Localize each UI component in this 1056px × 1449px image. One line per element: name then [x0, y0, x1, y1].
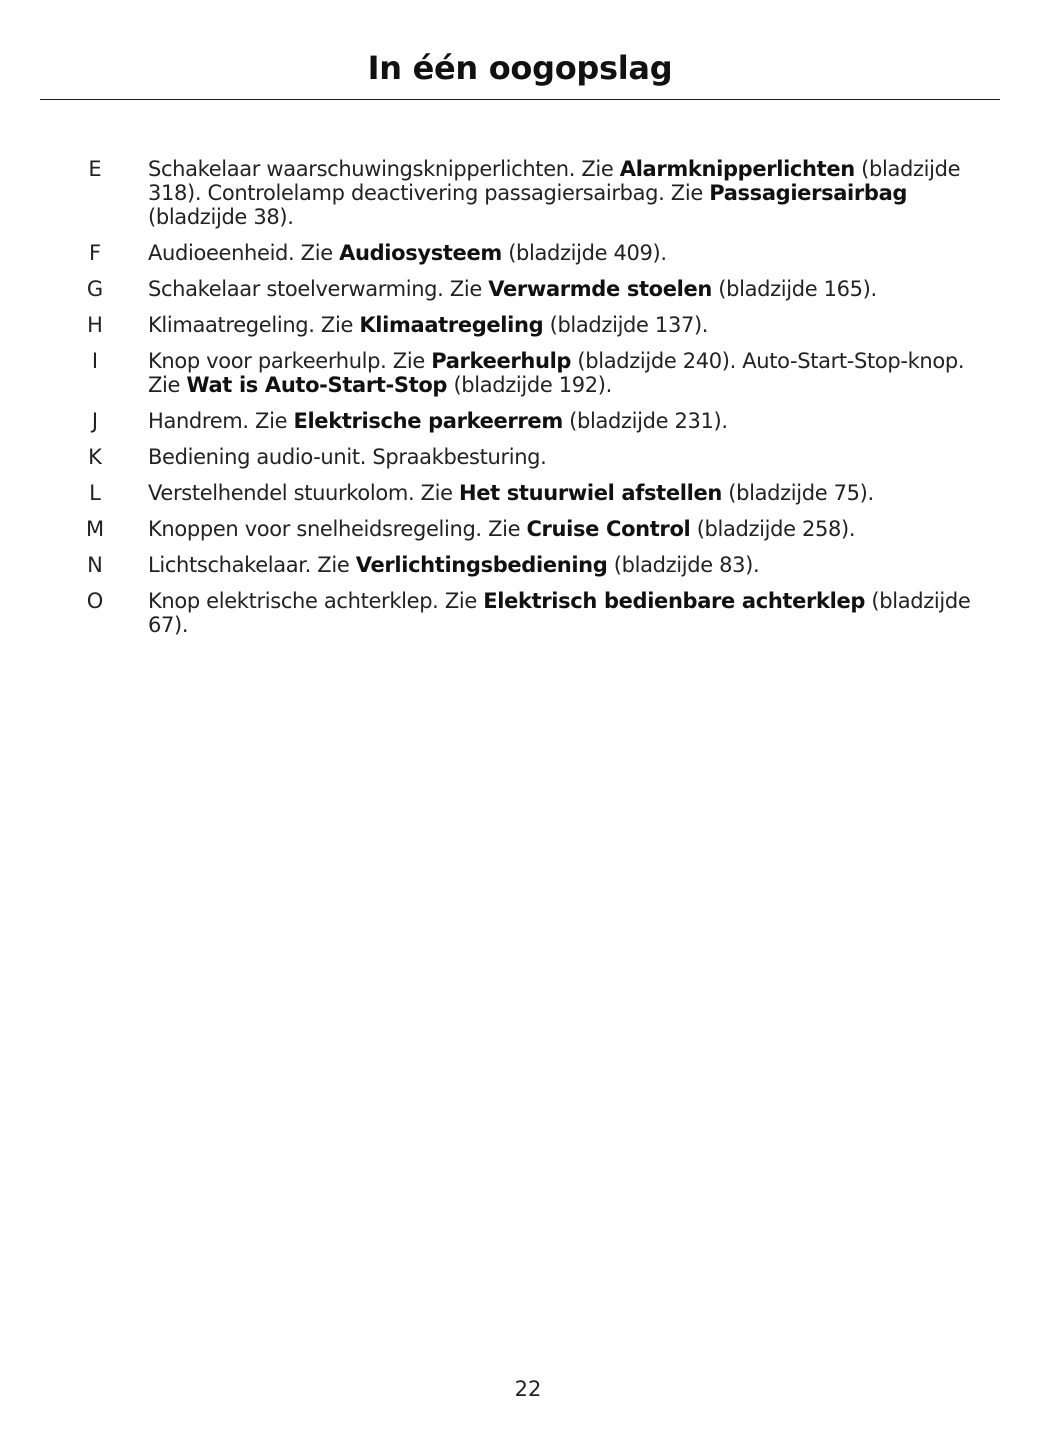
- item-description: Verstelhendel stuurkolom. Zie Het stuurwiel afstellen (bladzijde 75).: [148, 481, 874, 505]
- item-description: Handrem. Zie Elektrische parkeerrem (bladzijde 231).: [148, 409, 728, 433]
- item-letter: E: [88, 157, 102, 181]
- item-description: Knop voor parkeerhulp. Zie Parkeerhulp (bladzijde 240). Auto-Start-Stop-knop. Zie Wat is Auto-Start-Stop (bladzijde 192).: [148, 349, 965, 397]
- list-item: [40, 445, 1000, 469]
- item-description: Bediening audio-unit. Spraakbesturing.: [148, 445, 547, 469]
- list-item: [40, 589, 1000, 637]
- item-description: Klimaatregeling. Zie Klimaatregeling (bladzijde 137).: [148, 313, 709, 337]
- item-letter: F: [88, 241, 102, 265]
- item-letter: G: [86, 277, 104, 301]
- cross-reference-link[interactable]: Verwarmde stoelen: [488, 277, 712, 301]
- item-letter: M: [85, 517, 105, 541]
- item-letter: J: [91, 409, 99, 433]
- legend-list: [40, 157, 1000, 649]
- list-item: [40, 241, 1000, 265]
- cross-reference-link[interactable]: Cruise Control: [526, 517, 691, 541]
- item-description: Knoppen voor snelheidsregeling. Zie Cruise Control (bladzijde 258).: [148, 517, 856, 541]
- cross-reference-link[interactable]: Het stuurwiel afstellen: [459, 481, 722, 505]
- item-letter: I: [91, 349, 99, 373]
- cross-reference-link[interactable]: Elektrisch bedienbare achterklep: [483, 589, 866, 613]
- list-item: [40, 277, 1000, 301]
- cross-reference-link[interactable]: Verlichtingsbediening: [355, 553, 608, 577]
- list-item: [40, 553, 1000, 577]
- list-item: [40, 517, 1000, 541]
- item-description: Schakelaar stoelverwarming. Zie Verwarmde stoelen (bladzijde 165).: [148, 277, 877, 301]
- item-letter: N: [87, 553, 103, 577]
- list-item: [40, 409, 1000, 433]
- item-description: Knop elektrische achterklep. Zie Elektrisch bedienbare achterklep (bladzijde 67).: [148, 589, 971, 637]
- item-description: Schakelaar waarschuwingsknipperlichten. Zie Alarmknipperlichten (bladzijde 318). Controlelamp deactivering passagiersairbag. Zie Passagiersairbag (bladzijde 38).: [148, 157, 961, 229]
- item-letter: K: [88, 445, 102, 469]
- title-divider: [40, 99, 1000, 100]
- item-description: Lichtschakelaar. Zie Verlichtingsbediening (bladzijde 83).: [148, 553, 760, 577]
- list-item: [40, 349, 1000, 397]
- list-item: [40, 481, 1000, 505]
- list-item: [40, 157, 1000, 229]
- page-title: In één oogopslag: [367, 49, 673, 87]
- cross-reference-link[interactable]: Parkeerhulp: [431, 349, 572, 373]
- page-number: 22: [514, 1377, 542, 1401]
- list-item: [40, 313, 1000, 337]
- cross-reference-link[interactable]: Klimaatregeling: [359, 313, 544, 337]
- cross-reference-link[interactable]: Audiosysteem: [339, 241, 502, 265]
- item-letter: H: [87, 313, 103, 337]
- cross-reference-link[interactable]: Wat is Auto-Start-Stop: [186, 373, 448, 397]
- item-letter: O: [86, 589, 104, 613]
- item-letter: L: [89, 481, 101, 505]
- cross-reference-link[interactable]: Alarmknipperlichten: [619, 157, 855, 181]
- cross-reference-link[interactable]: Elektrische parkeerrem: [293, 409, 563, 433]
- item-description: Audioeenheid. Zie Audiosysteem (bladzijde 409).: [148, 241, 667, 265]
- cross-reference-link[interactable]: Passagiersairbag: [709, 181, 908, 205]
